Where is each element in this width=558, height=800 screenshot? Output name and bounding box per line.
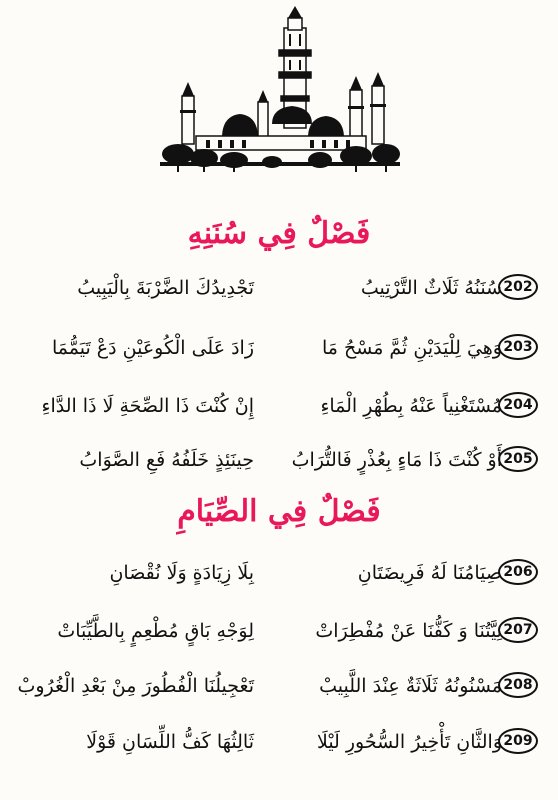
verse-row [0,330,558,370]
verse-first-hemistich: وَالثَّانِ تَأْخِيرُ السُّحُورِ لَيْلَا [316,731,502,753]
section-title-sunan: فَصْلٌ فِي سُنَنِهِ [187,216,371,251]
verse-number: 206 [498,559,538,585]
mosque-illustration-icon [160,6,400,178]
verse-row [0,724,558,764]
verse-number: 205 [498,446,538,472]
verse-row [0,442,558,482]
verse-second-hemistich: لِوَجْهِ بَاقٍ مُطْعِمٍ بِالطَّيِّبَاتْ [57,620,254,642]
verse-number: 208 [498,672,538,698]
verse-second-hemistich: ثَالِثُهَا كَفُّ اللِّسَانِ قَوْلَا [86,731,254,753]
verse-second-hemistich: تَعْجِيلُنَا الْفُطُورَ مِنْ بَعْدِ الْغُرُوبْ [17,675,254,697]
verse-first-hemistich: مُسْتَغْنِياً عَنْهُ بِطُهْرِ الْمَاءِ [320,395,502,417]
verse-second-hemistich: زَادَ عَلَى الْكُوعَيْنِ دَعْ تَيَمُّمَا [51,337,254,359]
verse-number: 209 [498,728,538,754]
verse-row [0,613,558,653]
verse-row [0,668,558,708]
verse-row [0,270,558,310]
verse-first-hemistich: سُنَنُهُ ثَلَاثٌ التَّرْتِيبُ [360,277,502,299]
section-title-siyam: فَصْلٌ فِي الصِّيَامِ [177,494,381,529]
verse-first-hemistich: مَسْنُونُهُ ثَلَاثَةٌ عِنْدَ اللَّبِيبْ [319,675,502,697]
verse-number: 203 [498,334,538,360]
verse-second-hemistich: تَجْدِيدُكَ الضَّرْبَةَ بِالْيَبِيبُ [77,277,254,299]
verse-number: 207 [498,617,538,643]
verse-first-hemistich: أَوْ كُنْتَ ذَا مَاءٍ بِعُذْرٍ فَالتُّرَابُ [291,449,502,471]
verse-number: 204 [498,392,538,418]
verse-second-hemistich: إِنْ كُنْتَ ذَا الصِّحَةِ لَا ذَا الدَّاءِ [41,395,254,417]
verse-first-hemistich: وَهِيَ لِلْيَدَيْنِ ثُمَّ مَسْحُ مَا [321,337,502,359]
verse-number: 202 [498,274,538,300]
verse-row [0,388,558,428]
verse-second-hemistich: بِلَا زِيَادَةٍ وَلَا نُقْصَانِ [109,562,254,584]
verse-row [0,555,558,595]
verse-first-hemistich: صِيَامُنَا لَهُ فَرِيضَتَانِ [357,562,502,584]
verse-second-hemistich: حِينَئِذٍ خَلَفُهُ فَعِ الصَّوَابُ [79,449,254,471]
verse-first-hemistich: نِيَّتُنَا وَ كَفُّنَا عَنْ مُفْطِرَاتْ [315,620,502,642]
